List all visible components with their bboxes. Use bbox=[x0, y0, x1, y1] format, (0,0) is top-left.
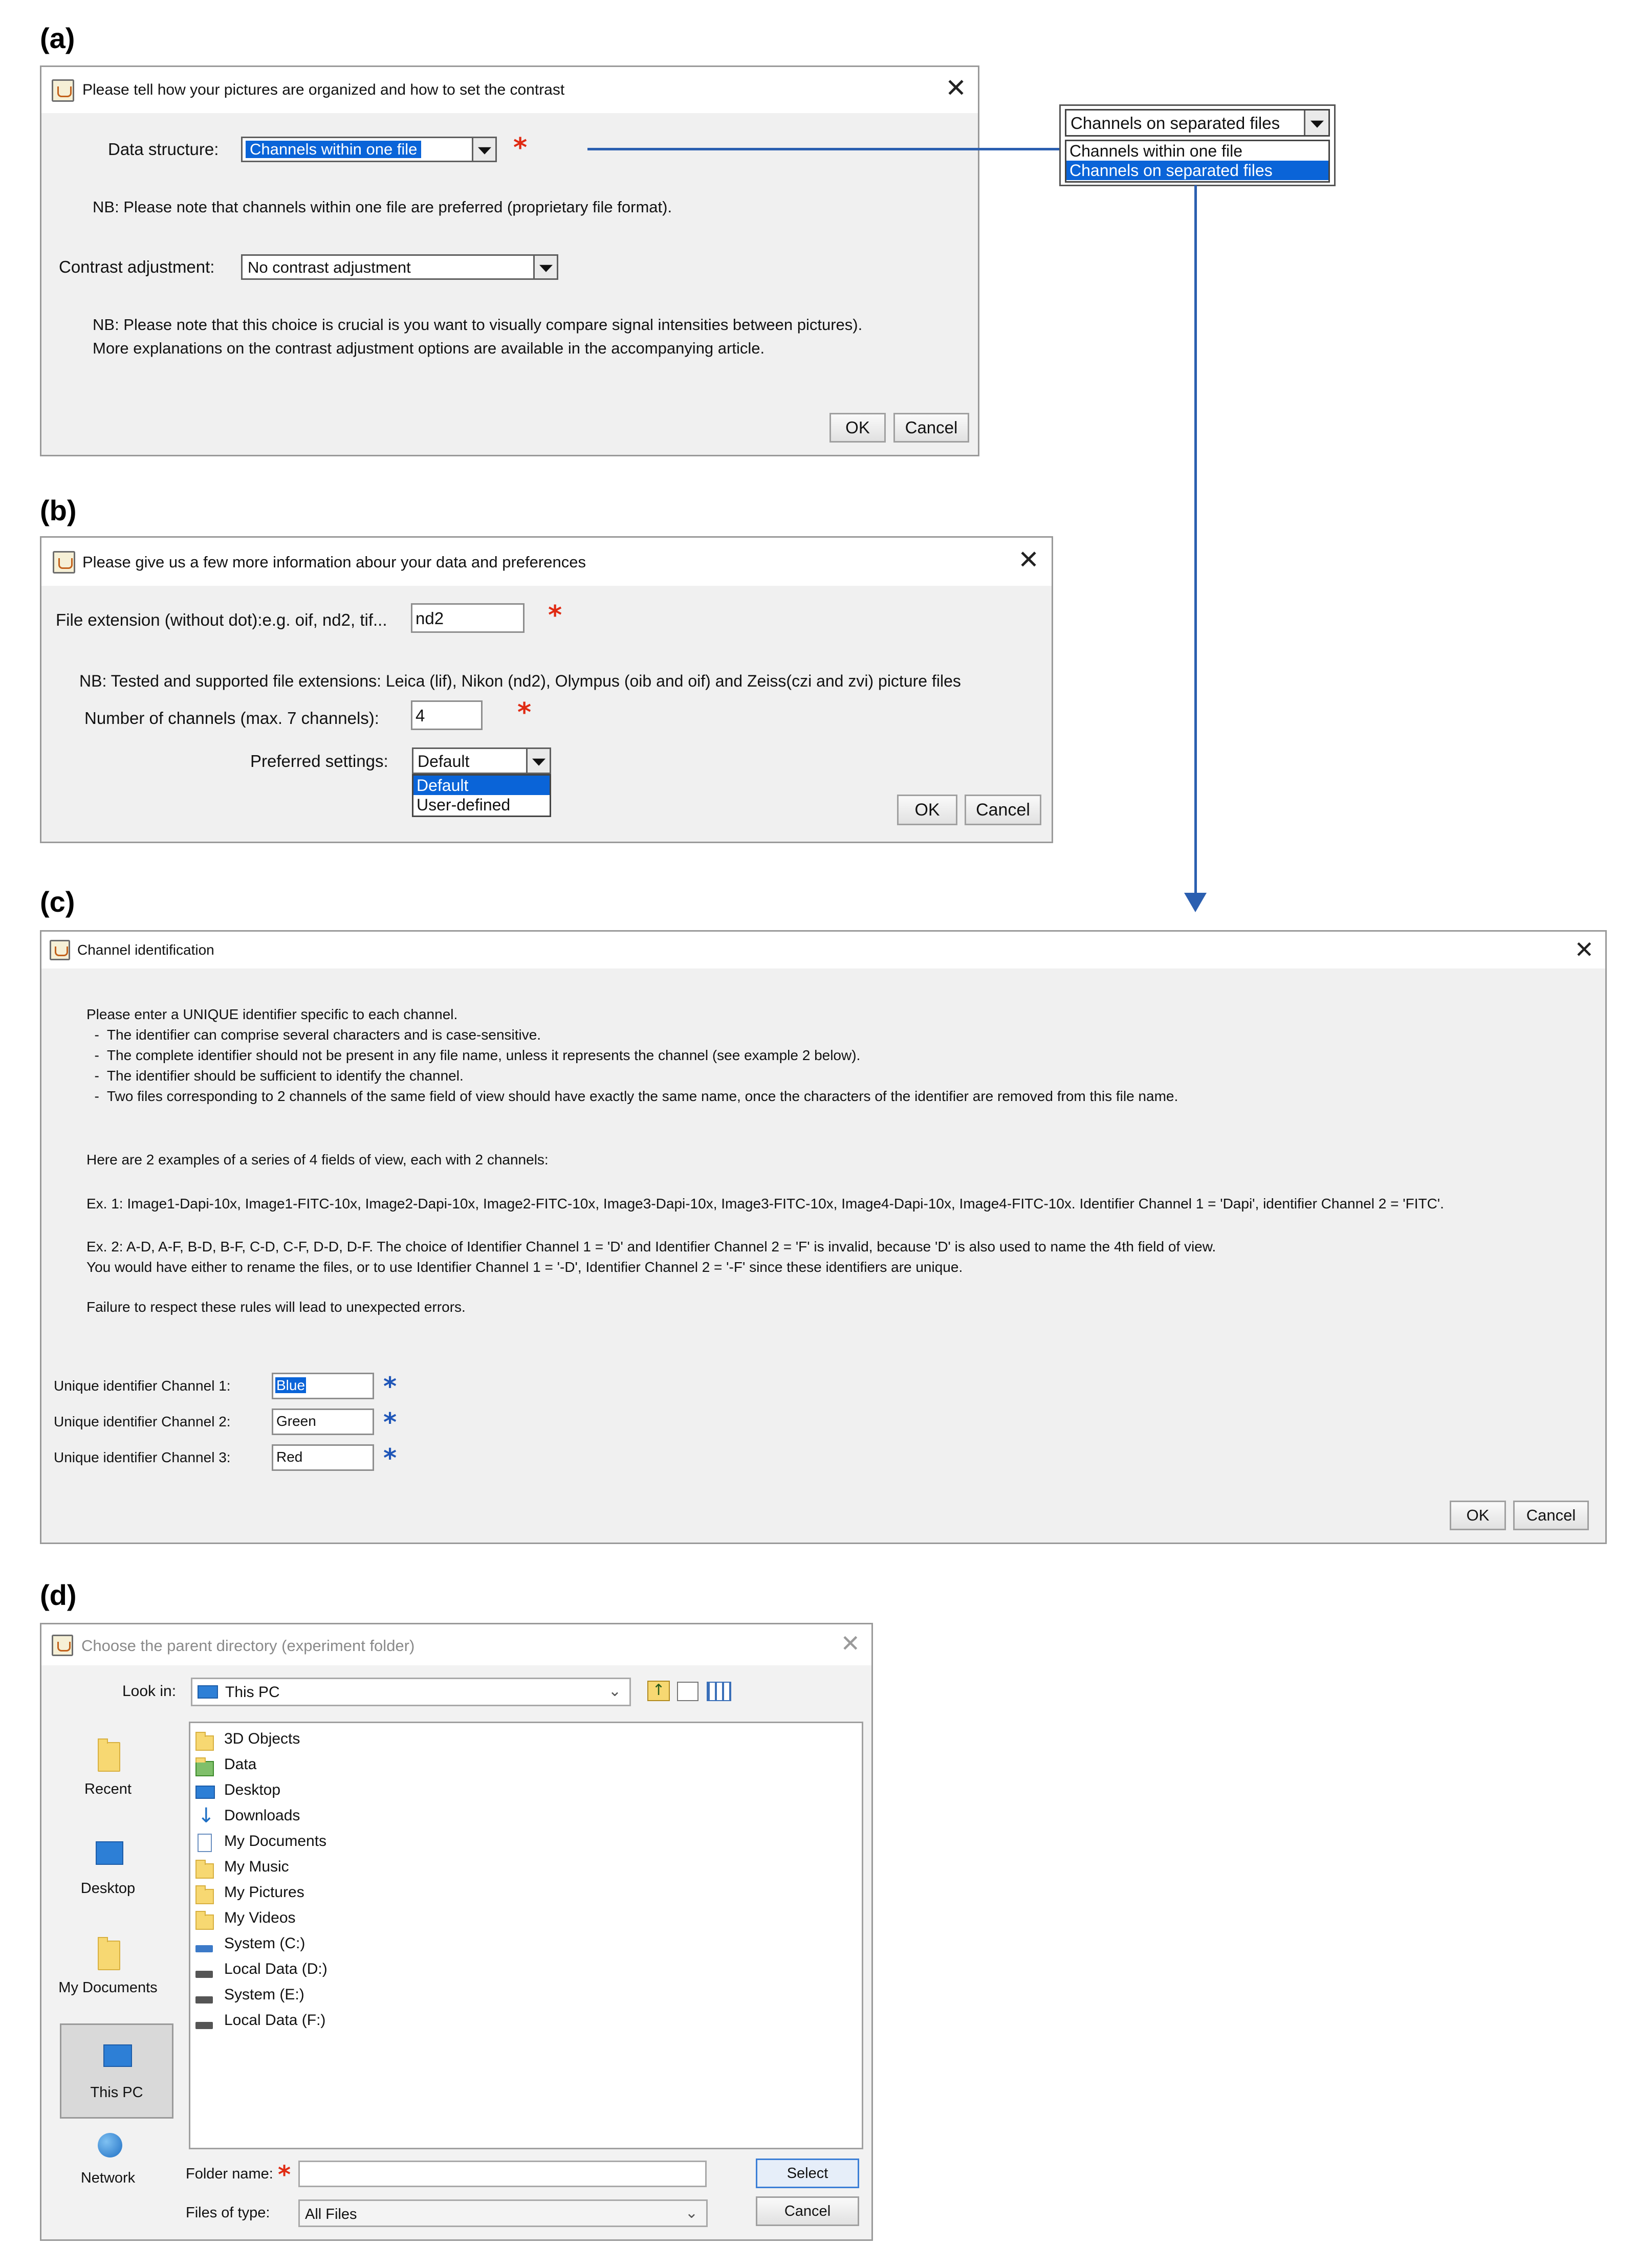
sidebar-label: My Documents bbox=[58, 1979, 158, 1996]
network-icon bbox=[98, 2133, 122, 2157]
dropdown-callout bbox=[1059, 104, 1336, 186]
sidebar-label: This PC bbox=[90, 2084, 143, 2101]
example-1: Ex. 1: Image1-Dapi-10x, Image1-FITC-10x, Image2-Dapi-10x, Image2-FITC-10x, Image3-Dapi-10x, Image3-FITC-10x, Image4-Dapi-10x, Image4-FITC-10x. Identifier Channel 1 = 'Dapi', identifier Channel 2 = 'FITC'. bbox=[86, 1196, 1444, 1212]
item-label: System (E:) bbox=[224, 1986, 304, 2003]
dialog-title: Channel identification bbox=[77, 942, 214, 958]
arrow-line bbox=[1194, 185, 1197, 894]
files-of-type-value: All Files bbox=[305, 2206, 357, 2222]
panel-label-b: (b) bbox=[40, 494, 77, 526]
required-asterisk: * bbox=[548, 600, 562, 631]
channel-2-field[interactable]: Green bbox=[272, 1408, 374, 1435]
folder-icon bbox=[195, 1914, 214, 1930]
dropdown-list bbox=[1065, 140, 1330, 183]
dropdown-option[interactable]: User-defined bbox=[417, 796, 511, 814]
select-button[interactable]: Select bbox=[756, 2159, 859, 2188]
instruction-line: - The complete identifier should not be present in any file name, unless it represents the channel (see example 2 below). bbox=[86, 1047, 861, 1063]
cancel-button[interactable]: Cancel bbox=[965, 795, 1041, 825]
list-item[interactable] bbox=[195, 1804, 400, 1827]
item-label: Desktop bbox=[224, 1781, 281, 1798]
cancel-button[interactable]: Cancel bbox=[756, 2196, 859, 2226]
file-extension-label: File extension (without dot):e.g. oif, nd2, tif... bbox=[56, 610, 387, 629]
look-in-label: Look in: bbox=[122, 1683, 177, 1700]
java-icon bbox=[52, 79, 74, 102]
note-supported-extensions: NB: Tested and supported file extensions: Leica (lif), Nikon (nd2), Olympus (oib and oif) and Zeiss(czi and zvi) picture files bbox=[79, 672, 961, 690]
chevron-down-icon[interactable] bbox=[1304, 111, 1328, 135]
list-item[interactable] bbox=[195, 1730, 400, 1751]
instruction-line: - The identifier can comprise several characters and is case-sensitive. bbox=[86, 1027, 541, 1043]
new-folder-icon[interactable] bbox=[677, 1682, 698, 1701]
desktop-icon bbox=[195, 1786, 215, 1799]
drive-icon bbox=[195, 1971, 213, 1978]
computer-icon bbox=[103, 2044, 132, 2067]
dialog-choose-directory bbox=[40, 1623, 873, 2241]
list-item[interactable] bbox=[195, 1756, 400, 1776]
chevron-down-icon[interactable] bbox=[533, 256, 557, 278]
java-icon bbox=[50, 940, 70, 960]
channel-1-value: Blue bbox=[276, 1377, 305, 1393]
title-bar bbox=[41, 1624, 871, 1665]
sidebar-item-recent[interactable] bbox=[57, 1732, 159, 1809]
note-contrast-1: NB: Please note that this choice is crucial is you want to visually compare signal intensities between pictures). bbox=[93, 316, 863, 334]
java-icon bbox=[53, 551, 75, 574]
note-preferred: NB: Please note that channels within one file are preferred (proprietary file format). bbox=[93, 198, 672, 216]
required-asterisk: * bbox=[513, 133, 528, 163]
failure-warning: Failure to respect these rules will lead to unexpected errors. bbox=[86, 1299, 466, 1315]
item-label: Local Data (F:) bbox=[224, 2012, 326, 2029]
file-extension-field[interactable]: nd2 bbox=[411, 603, 525, 633]
list-item[interactable] bbox=[195, 1833, 400, 1853]
preferred-settings-list bbox=[412, 774, 551, 817]
preferred-settings-value: Default bbox=[418, 752, 470, 770]
required-asterisk: * bbox=[383, 1407, 397, 1437]
folder-icon bbox=[195, 1863, 214, 1879]
ok-button[interactable]: OK bbox=[897, 795, 957, 825]
item-label: Data bbox=[224, 1756, 257, 1773]
data-structure-select[interactable] bbox=[241, 137, 497, 162]
files-of-type-select[interactable] bbox=[298, 2199, 708, 2227]
chevron-down-icon[interactable]: ⌄ bbox=[685, 2204, 698, 2222]
example-2-line-1: Ex. 2: A-D, A-F, B-D, B-F, C-D, C-F, D-D, D-F. The choice of Identifier Channel 1 = 'D' and Identifier Channel 2 = 'F' is invalid, because 'D' is also used to name the 4th field of view. bbox=[86, 1239, 1216, 1254]
drive-icon bbox=[195, 1996, 213, 2003]
required-asterisk: * bbox=[383, 1372, 397, 1401]
sidebar-item-this-pc[interactable] bbox=[60, 2023, 173, 2119]
up-folder-icon[interactable]: ↑ bbox=[647, 1681, 670, 1701]
places-sidebar bbox=[57, 1716, 159, 2186]
channels-label: Number of channels (max. 7 channels): bbox=[84, 709, 379, 728]
channel-2-label: Unique identifier Channel 2: bbox=[54, 1414, 231, 1429]
sidebar-label: Network bbox=[80, 2170, 136, 2186]
document-icon bbox=[198, 1834, 212, 1852]
sidebar-item-my-documents[interactable] bbox=[57, 1930, 159, 2007]
contrast-select[interactable] bbox=[241, 254, 558, 280]
list-item[interactable] bbox=[195, 1961, 400, 1981]
sidebar-label: Recent bbox=[84, 1781, 132, 1797]
ok-button[interactable]: OK bbox=[829, 413, 886, 443]
dialog-channel-identification bbox=[40, 930, 1607, 1544]
item-label: My Music bbox=[224, 1858, 289, 1875]
look-in-value: This PC bbox=[225, 1684, 280, 1701]
dialog-title: Please tell how your pictures are organized and how to set the contrast bbox=[82, 81, 565, 98]
dropdown-option-selected[interactable]: Channels on separated files bbox=[1066, 161, 1328, 180]
close-icon[interactable]: ✕ bbox=[1018, 545, 1039, 575]
file-list bbox=[189, 1722, 863, 2149]
list-item[interactable] bbox=[195, 1935, 400, 1955]
panel-label-a: (a) bbox=[40, 22, 75, 54]
channel-1-field[interactable] bbox=[272, 1373, 374, 1399]
channel-3-label: Unique identifier Channel 3: bbox=[54, 1449, 231, 1465]
contrast-label: Contrast adjustment: bbox=[59, 257, 215, 276]
list-item[interactable] bbox=[195, 1884, 400, 1904]
title-bar bbox=[41, 538, 1052, 586]
data-folder-icon bbox=[195, 1761, 214, 1776]
item-label: My Documents bbox=[224, 1833, 327, 1849]
item-label: Downloads bbox=[224, 1807, 300, 1824]
system-drive-icon bbox=[195, 1945, 213, 1952]
folder-name-field[interactable] bbox=[298, 2161, 707, 2187]
look-in-select[interactable] bbox=[191, 1678, 631, 1706]
required-asterisk: * bbox=[383, 1443, 397, 1473]
title-bar bbox=[41, 932, 1605, 968]
data-structure-value: Channels within one file bbox=[246, 141, 421, 158]
data-structure-select-open[interactable] bbox=[1065, 109, 1330, 137]
dialog-title: Choose the parent directory (experiment folder) bbox=[81, 1637, 415, 1655]
note-contrast-2: More explanations on the contrast adjustment options are available in the accompanying article. bbox=[93, 339, 765, 357]
item-label: Local Data (D:) bbox=[224, 1961, 327, 1977]
dialog-data-structure bbox=[40, 65, 979, 456]
chevron-down-icon[interactable] bbox=[472, 138, 495, 161]
examples-intro: Here are 2 examples of a series of 4 fields of view, each with 2 channels: bbox=[86, 1152, 549, 1168]
folder-name-label: Folder name: bbox=[186, 2166, 273, 2182]
close-icon[interactable]: ✕ bbox=[1574, 936, 1594, 963]
channel-3-field[interactable]: Red bbox=[272, 1444, 374, 1471]
list-item[interactable] bbox=[195, 1781, 400, 1802]
item-label: My Pictures bbox=[224, 1884, 304, 1901]
sidebar-label: Desktop bbox=[80, 1880, 136, 1897]
downloads-icon: ↓ bbox=[198, 1804, 215, 1827]
sidebar-item-network[interactable] bbox=[57, 2126, 159, 2203]
preferred-settings-label: Preferred settings: bbox=[250, 752, 388, 770]
item-label: 3D Objects bbox=[224, 1730, 300, 1747]
channel-1-label: Unique identifier Channel 1: bbox=[54, 1378, 231, 1394]
contrast-value: No contrast adjustment bbox=[248, 258, 411, 276]
item-label: System (C:) bbox=[224, 1935, 305, 1952]
folder-icon bbox=[195, 1889, 214, 1904]
close-icon[interactable]: ✕ bbox=[840, 1630, 860, 1657]
cancel-button[interactable]: Cancel bbox=[893, 413, 969, 443]
chevron-down-icon[interactable] bbox=[526, 749, 550, 773]
recent-folder-icon bbox=[98, 1742, 120, 1772]
drive-icon bbox=[195, 2022, 213, 2029]
sidebar-item-desktop[interactable] bbox=[57, 1831, 159, 1908]
arrow-head-icon bbox=[1184, 893, 1207, 912]
folder-icon bbox=[195, 1735, 214, 1751]
files-of-type-label: Files of type: bbox=[186, 2205, 270, 2221]
instruction-line: - The identifier should be sufficient to identify the channel. bbox=[86, 1068, 464, 1084]
view-menu-icon[interactable] bbox=[707, 1682, 731, 1701]
item-label: My Videos bbox=[224, 1909, 296, 1926]
required-asterisk: * bbox=[278, 2161, 291, 2189]
dialog-title: Please give us a few more information abour your data and preferences bbox=[82, 553, 586, 571]
java-icon bbox=[52, 1635, 73, 1656]
list-item[interactable] bbox=[195, 1909, 400, 1930]
example-2-line-2: You would have either to rename the files, or to use Identifier Channel 1 = '-D', Identifier Channel 2 = '-F' since these identifiers are unique. bbox=[86, 1259, 963, 1275]
documents-folder-icon bbox=[98, 1941, 120, 1970]
title-bar bbox=[41, 67, 978, 113]
chevron-down-icon[interactable]: ⌄ bbox=[608, 1682, 621, 1700]
panel-label-c: (c) bbox=[40, 886, 75, 918]
instruction-line: - Two files corresponding to 2 channels of the same field of view should have exactly the same name, once the characters of the identifier are removed from this file name. bbox=[86, 1088, 1178, 1104]
desktop-icon bbox=[96, 1841, 123, 1865]
list-item[interactable] bbox=[195, 2012, 400, 2032]
dropdown-option-selected[interactable]: Default bbox=[413, 776, 550, 795]
instruction-line: Please enter a UNIQUE identifier specific to each channel. bbox=[86, 1006, 458, 1022]
channels-field[interactable]: 4 bbox=[411, 700, 483, 730]
this-pc-icon bbox=[198, 1685, 218, 1699]
dropdown-option[interactable]: Channels within one file bbox=[1069, 142, 1242, 160]
dialog-file-info bbox=[40, 536, 1053, 843]
preferred-settings-select[interactable] bbox=[412, 747, 551, 774]
list-item[interactable] bbox=[195, 1858, 400, 1879]
close-icon[interactable]: ✕ bbox=[945, 73, 967, 103]
cancel-button[interactable]: Cancel bbox=[1513, 1501, 1589, 1530]
panel-label-d: (d) bbox=[40, 1579, 77, 1611]
dropdown-selected-value: Channels on separated files bbox=[1071, 114, 1280, 133]
data-structure-label: Data structure: bbox=[108, 140, 219, 159]
connector-line bbox=[587, 148, 1059, 150]
ok-button[interactable]: OK bbox=[1450, 1501, 1506, 1530]
list-item[interactable] bbox=[195, 1986, 400, 2007]
required-asterisk: * bbox=[517, 697, 532, 728]
